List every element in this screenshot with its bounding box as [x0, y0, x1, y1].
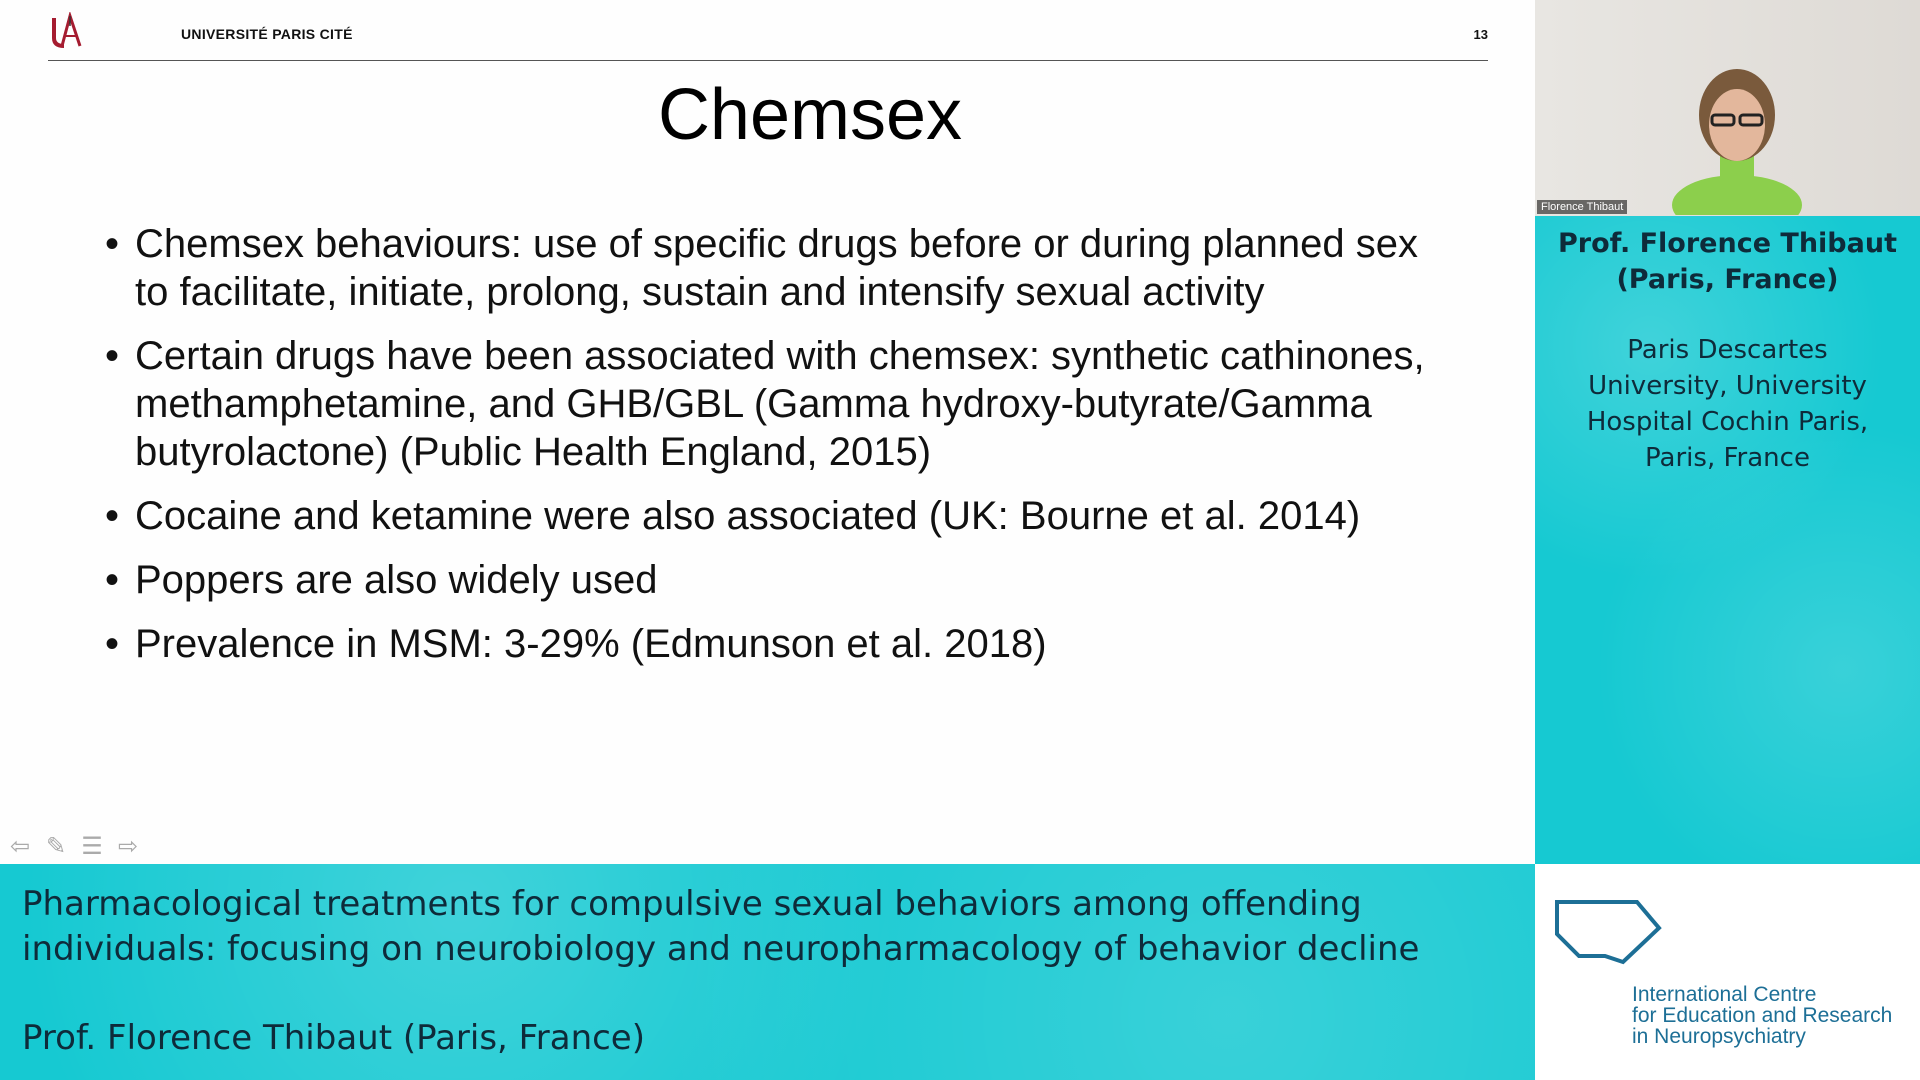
- organization-branding: [1535, 864, 1920, 1080]
- speaker-affiliation: Paris Descartes University, University Hospital Cochin Paris, Paris, France: [1586, 335, 1869, 473]
- bullet-item: • Certain drugs have been associated with chemsex: synthetic cathinones, methamphetamine, and GHB/GBL (Gamma hydroxy-butyrate/Gamma butyrolactone) (Public Health England, 2015): [105, 334, 1425, 474]
- bullet-list: [105, 220, 1445, 684]
- speaker-name: Prof. Florence Thibaut (Paris, France): [1558, 228, 1897, 295]
- bullet-item: • Chemsex behaviours: use of specific drugs before or during planned sex to facilitate, initiate, prolong, sustain and intensify sexual activity: [105, 222, 1418, 314]
- participant-name-label: Florence Thibaut: [1537, 200, 1627, 214]
- bullet-item: • Poppers are also widely used: [105, 558, 658, 602]
- lower-third-banner: [0, 864, 1535, 1080]
- speaker-video-image: [1670, 55, 1805, 215]
- pen-icon[interactable]: ✎: [45, 832, 67, 860]
- icern-logo: [1547, 894, 1671, 984]
- slide-page-number: 13: [1473, 27, 1488, 42]
- previous-slide-icon[interactable]: ⇦: [9, 832, 31, 860]
- speaker-webcam: [1535, 0, 1920, 216]
- talk-title: Pharmacological treatments for compulsive sexual behaviors among offending individuals: focusing on neurobiology and neuropharmacology of behavior decline: [22, 884, 1420, 969]
- menu-icon[interactable]: ☰: [81, 832, 103, 860]
- university-logo: [48, 12, 88, 52]
- speaker-info-panel: [1535, 216, 1920, 864]
- slide-navigation: [6, 834, 142, 858]
- bullet-item: • Prevalence in MSM: 3-29% (Edmunson et al. 2018): [105, 622, 1047, 666]
- bullet-item: • Cocaine and ketamine were also associated (UK: Bourne et al. 2014): [105, 494, 1361, 538]
- slide-title: Chemsex: [657, 75, 963, 155]
- talk-speaker: Prof. Florence Thibaut (Paris, France): [22, 1018, 645, 1058]
- next-slide-icon[interactable]: ⇨: [117, 832, 139, 860]
- slide-header: [48, 10, 1488, 61]
- organization-name: International Centre for Education and Research in Neuropsychiatry: [1632, 983, 1893, 1048]
- university-name: UNIVERSITÉ PARIS CITÉ: [181, 26, 353, 42]
